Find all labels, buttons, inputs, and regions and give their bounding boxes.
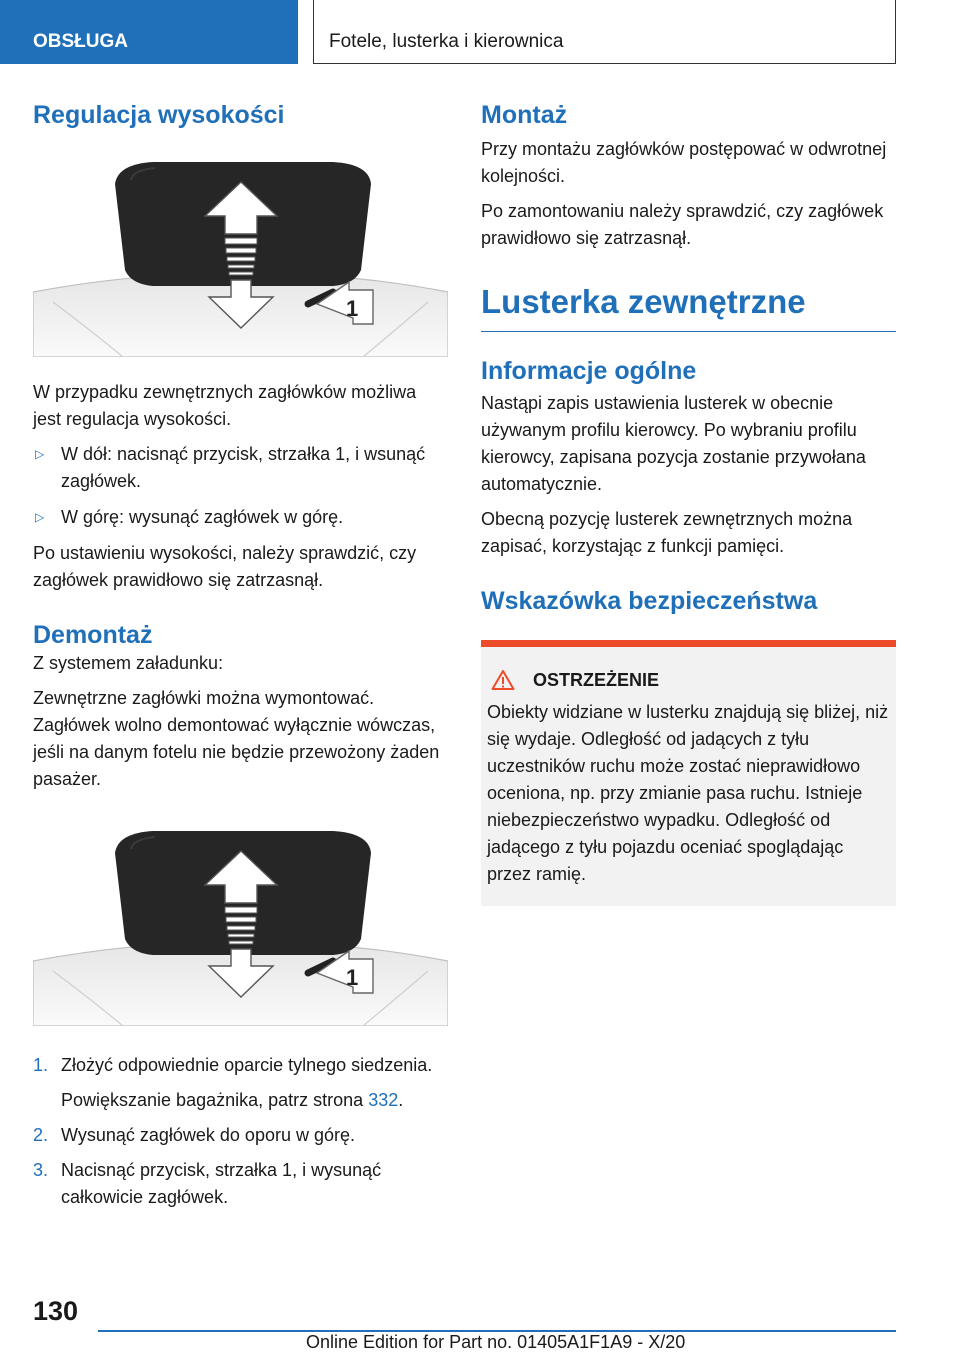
page-reference-link[interactable]: 332 (368, 1090, 399, 1110)
removal-heading: Demontaż (33, 621, 153, 649)
step-number: 2. (33, 1125, 49, 1145)
headrest-figure-1 (33, 152, 448, 357)
figure-label-1: 1 (346, 965, 359, 990)
list-item: ▷ W górę: wysunąć zagłówek w górę. (33, 504, 448, 531)
triangle-bullet-icon: ▷ (35, 447, 45, 461)
warning-title: OSTRZEŻENIE (487, 667, 890, 693)
figure-label-1: 1 (346, 296, 359, 321)
step-number: 1. (33, 1055, 49, 1075)
height-after: Po ustawieniu wysokości, należy sprawdzić, czy zagłówek prawidłowo się zatrzasnął. (33, 543, 417, 590)
removal-p1: Z systemem załadunku: (33, 653, 224, 673)
removal-p2: Zewnętrzne zagłówki można wymontować. Zagłówek wolno demontować wyłącznie wówczas, jeśli na danym fotelu nie będzie przewożony żaden pasażer. (33, 688, 440, 789)
right-column (481, 100, 896, 906)
triangle-bullet-icon: ▷ (35, 510, 45, 524)
general-info-heading: Informacje ogólne (481, 357, 697, 385)
general-p2: Obecną pozycję lusterek zewnętrznych można zapisać, korzystając z funkcji pamięci. (481, 509, 853, 556)
mount-heading: Montaż (481, 101, 568, 129)
mirrors-heading: Lusterka zewnętrzne (481, 282, 896, 332)
edition-note: Online Edition for Part no. 01405A1F1A9 - X/20 (306, 1332, 686, 1352)
step-note: Powiększanie bagażnika, patrz strona 332. (61, 1090, 404, 1110)
left-column (33, 100, 448, 1219)
height-intro: W przypadku zewnętrznych zagłówków możliwa jest regulacja wysokości. (33, 382, 417, 429)
step-number: 3. (33, 1160, 49, 1180)
page-number: 130 (33, 1296, 79, 1326)
removal-steps (33, 1052, 448, 1211)
general-p1: Nastąpi zapis ustawienia lusterek w obecnie używanym profilu kierowcy. Po wybraniu profilu kierowcy, zapisana pozycja zostanie przywołana automatycznie. (481, 393, 866, 494)
mount-p1: Przy montażu zagłówków postępować w odwrotnej kolejności. (481, 139, 887, 186)
safety-heading: Wskazówka bezpieczeństwa (481, 587, 818, 615)
warning-text: Obiekty widziane w lusterku znajdują się bliżej, niż się wydaje. Odległość od jadących z tyłu uczestników ruchu może zostać nieprawidłowo oceniona, np. przy zmianie pasa ruchu. Istnieje niebezpieczeństwo wypadku. Odległość od jadącego z tyłu pojazdu oceniać spoglądając przez ramię. (487, 702, 889, 884)
chapter-title: Fotele, lusterka i kierownica (313, 0, 896, 64)
headrest-figure-2 (33, 821, 448, 1026)
mount-p2: Po zamontowaniu należy sprawdzić, czy zagłówek prawidłowo się zatrzasnął. (481, 201, 884, 248)
warning-box (481, 640, 896, 906)
section-tab: OBSŁUGA (0, 0, 298, 64)
warning-triangle-icon (491, 669, 515, 691)
list-item: 2. Wysunąć zagłówek do oporu w górę. (33, 1122, 448, 1149)
list-item: 3. Nacisnąć przycisk, strzałka 1, i wysunąć całkowicie zagłówek. (33, 1157, 448, 1211)
list-item: 1. Złożyć odpowiednie oparcie tylnego siedzenia. Powiększanie bagażnika, patrz strona 332. (33, 1052, 448, 1114)
height-bullet-list (33, 441, 448, 531)
height-adjust-heading: Regulacja wysokości (33, 101, 285, 129)
list-item: ▷ W dół: nacisnąć przycisk, strzałka 1, i wsunąć zagłówek. (33, 441, 448, 495)
